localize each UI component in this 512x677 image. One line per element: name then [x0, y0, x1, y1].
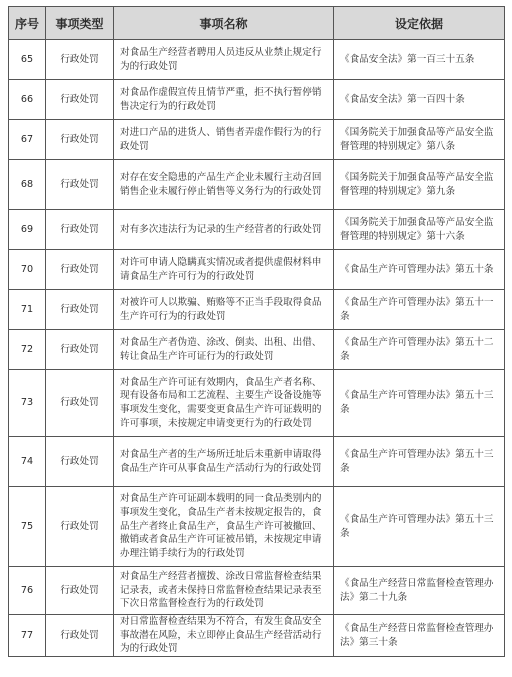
row-type: 行政处罚 — [46, 330, 114, 370]
table-row — [9, 80, 505, 120]
row-serial: 76 — [9, 567, 46, 615]
row-name: 对食品作虚假宣传且情节严重，拒不执行暂停销售决定行为的行政处罚 — [114, 80, 334, 120]
row-name: 对日常监督检查结果为不符合，有发生食品安全事故潜在风险，未立即停止食品生产经营活动行为的行政处罚 — [114, 615, 334, 657]
table-row — [9, 210, 505, 250]
header-name: 事项名称 — [114, 7, 334, 40]
row-name: 对食品生产许可证有效期内，食品生产者名称、现有设备布局和工艺流程、主要生产设备设施等事项发生变化，需要变更食品生产许可证载明的许可事项，未按规定申请变更行为的行政处罚 — [114, 370, 334, 437]
row-name: 对食品生产经营者擅拨、涂改日常监督检查结果记录表，或者未保持日常监督检查结果记录表至下次日常监督检查行为的行政处罚 — [114, 567, 334, 615]
row-type: 行政处罚 — [46, 567, 114, 615]
admin-penalty-table — [8, 6, 505, 657]
row-type: 行政处罚 — [46, 160, 114, 210]
row-name: 对食品生产许可证副本载明的同一食品类别内的事项发生变化，食品生产者未按规定报告的，食品生产者终止食品生产，食品生产许可被撤回、撤销或者食品生产许可证被吊销，未按规定申请办理注销手续行为的行政处罚 — [114, 487, 334, 567]
row-type: 行政处罚 — [46, 615, 114, 657]
row-type: 行政处罚 — [46, 487, 114, 567]
table-header-row — [9, 7, 505, 40]
row-basis: 《食品安全法》第一百四十条 — [334, 80, 505, 120]
table-row — [9, 290, 505, 330]
row-type: 行政处罚 — [46, 290, 114, 330]
document-page — [8, 6, 504, 657]
row-serial: 71 — [9, 290, 46, 330]
row-basis: 《食品生产许可管理办法》第五十条 — [334, 250, 505, 290]
row-basis: 《食品生产许可管理办法》第五十二条 — [334, 330, 505, 370]
row-serial: 72 — [9, 330, 46, 370]
row-type: 行政处罚 — [46, 250, 114, 290]
table-row — [9, 487, 505, 567]
table-row — [9, 40, 505, 80]
row-serial: 74 — [9, 437, 46, 487]
row-basis: 《国务院关于加强食品等产品安全监督管理的特别规定》第九条 — [334, 160, 505, 210]
table-row — [9, 437, 505, 487]
table-row — [9, 120, 505, 160]
row-type: 行政处罚 — [46, 370, 114, 437]
row-name: 对进口产品的进货人、销售者弄虚作假行为的行政处罚 — [114, 120, 334, 160]
row-name: 对食品生产经营者聘用人员违反从业禁止规定行为的行政处罚 — [114, 40, 334, 80]
row-serial: 66 — [9, 80, 46, 120]
row-name: 对存在安全隐患的产品生产企业未履行主动召回销售企业未履行停止销售等义务行为的行政处罚 — [114, 160, 334, 210]
row-serial: 75 — [9, 487, 46, 567]
row-type: 行政处罚 — [46, 210, 114, 250]
row-name: 对食品生产者的生产场所迁址后未重新申请取得食品生产许可从事食品生产活动行为的行政处罚 — [114, 437, 334, 487]
row-type: 行政处罚 — [46, 80, 114, 120]
row-name: 对有多次违法行为记录的生产经营者的行政处罚 — [114, 210, 334, 250]
row-serial: 73 — [9, 370, 46, 437]
row-serial: 65 — [9, 40, 46, 80]
table-row — [9, 567, 505, 615]
row-serial: 77 — [9, 615, 46, 657]
header-type: 事项类型 — [46, 7, 114, 40]
row-serial: 69 — [9, 210, 46, 250]
table-row — [9, 330, 505, 370]
header-serial: 序号 — [9, 7, 46, 40]
table-row — [9, 370, 505, 437]
row-basis: 《食品生产许可管理办法》第五十一条 — [334, 290, 505, 330]
row-type: 行政处罚 — [46, 120, 114, 160]
row-basis: 《食品生产经营日常监督检查管理办法》第二十九条 — [334, 567, 505, 615]
row-basis: 《食品安全法》第一百三十五条 — [334, 40, 505, 80]
row-name: 对食品生产者伪造、涂改、倒卖、出租、出借、转让食品生产许可证行为的行政处罚 — [114, 330, 334, 370]
table-row — [9, 615, 505, 657]
row-basis: 《食品生产许可管理办法》第五十三条 — [334, 487, 505, 567]
table-row — [9, 160, 505, 210]
row-basis: 《食品生产经营日常监督检查管理办法》第三十条 — [334, 615, 505, 657]
row-basis: 《国务院关于加强食品等产品安全监督管理的特别规定》第八条 — [334, 120, 505, 160]
row-basis: 《食品生产许可管理办法》第五十三条 — [334, 370, 505, 437]
row-basis: 《食品生产许可管理办法》第五十三条 — [334, 437, 505, 487]
row-name: 对被许可人以欺骗、贿赂等不正当手段取得食品生产许可行为的行政处罚 — [114, 290, 334, 330]
row-name: 对许可申请人隐瞒真实情况或者提供虚假材料申请食品生产许可行为的行政处罚 — [114, 250, 334, 290]
table-row — [9, 250, 505, 290]
row-serial: 70 — [9, 250, 46, 290]
row-serial: 68 — [9, 160, 46, 210]
row-basis: 《国务院关于加强食品等产品安全监督管理的特别规定》第十六条 — [334, 210, 505, 250]
row-serial: 67 — [9, 120, 46, 160]
row-type: 行政处罚 — [46, 437, 114, 487]
header-basis: 设定依据 — [334, 7, 505, 40]
row-type: 行政处罚 — [46, 40, 114, 80]
